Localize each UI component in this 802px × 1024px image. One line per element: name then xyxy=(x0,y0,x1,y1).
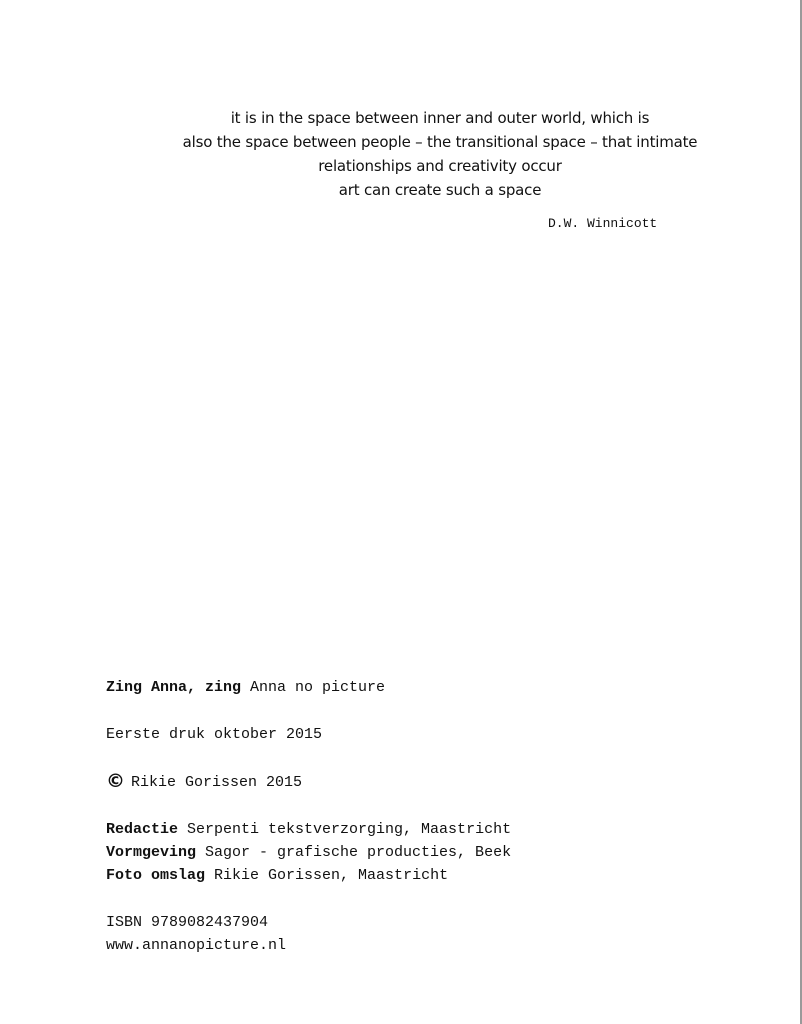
credit-value: Sagor - grafische producties, Beek xyxy=(196,844,512,861)
credit-line-vormgeving xyxy=(106,841,511,864)
credit-role: Vormgeving xyxy=(106,844,197,861)
epigraph-line: art can create such a space xyxy=(338,181,542,199)
credit-value: Rikie Gorissen, Maastricht xyxy=(205,867,449,884)
epigraph-line: it is in the space between inner and outer world, which is xyxy=(230,109,650,127)
credit-role: Redactie xyxy=(106,821,179,838)
website-link: www.annanopicture.nl xyxy=(106,937,287,954)
edition-line: Eerste druk oktober 2015 xyxy=(106,726,323,743)
credit-value: Serpenti tekstverzorging, Maastricht xyxy=(178,821,512,838)
book-title-line xyxy=(106,676,511,699)
epigraph-attribution: D.W. Winnicott xyxy=(548,216,658,231)
epigraph-line: relationships and creativity occur xyxy=(318,157,562,175)
copyright-line xyxy=(106,770,511,794)
isbn: ISBN 9789082437904 xyxy=(106,914,269,931)
credit-line-redactie xyxy=(106,818,511,841)
copyright-holder: Rikie Gorissen 2015 xyxy=(131,774,303,791)
book-subtitle: Anna no picture xyxy=(241,679,386,696)
epigraph-quote xyxy=(90,106,790,202)
epigraph-line: also the space between people – the transitional space – that intimate xyxy=(182,133,698,151)
book-title: Zing Anna, zing xyxy=(106,679,242,696)
credit-role: Foto omslag xyxy=(106,867,206,884)
credit-line-foto xyxy=(106,864,511,887)
colophon xyxy=(106,676,511,957)
copyright-icon: © xyxy=(106,770,125,792)
